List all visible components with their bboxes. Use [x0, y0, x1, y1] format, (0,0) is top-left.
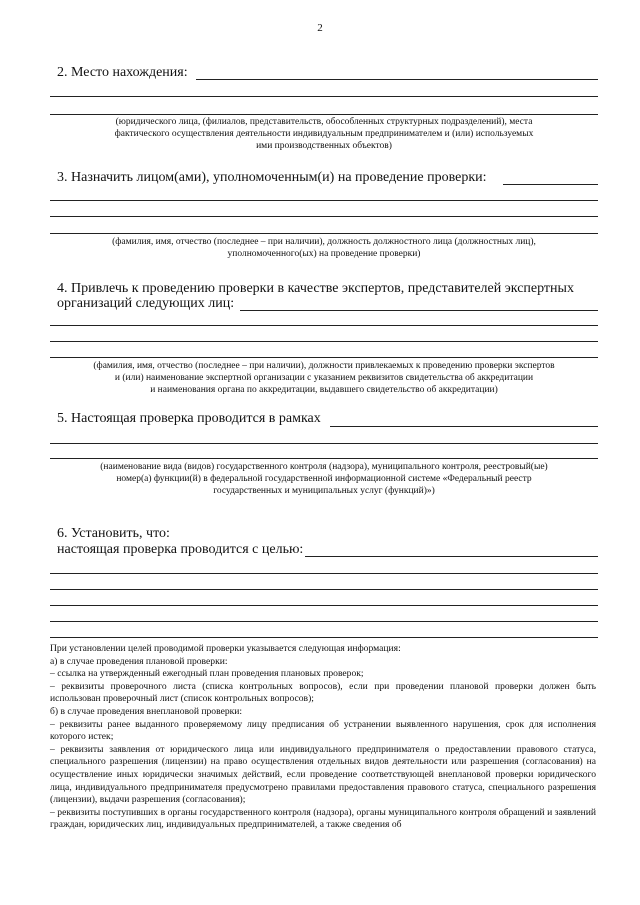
fill-line: [50, 621, 598, 622]
page-number: 2: [317, 22, 323, 34]
caption-line: и наименования органа по аккредитации, выдавшего свидетельство об аккредитации): [150, 385, 498, 395]
fill-line: [240, 310, 598, 311]
caption-line: фактического осуществления деятельности индивидуальным предпринимателем и (или) используемых: [114, 129, 534, 139]
fill-line: [50, 458, 598, 459]
fill-line: [330, 426, 598, 427]
fill-line: [50, 114, 598, 115]
caption-line: и (или) наименование экспертной организации с указанием реквизитов свидетельства об аккредитации: [114, 373, 534, 383]
note-line: б) в случае проведения внеплановой проверки:: [50, 705, 243, 717]
section-6-heading-line2: настоящая проверка проводится с целью:: [57, 542, 304, 557]
caption-line: уполномоченного(ых) на проведение проверки): [227, 249, 421, 259]
caption-line: государственных и муниципальных услуг (функций)»): [213, 486, 435, 496]
caption-line: (наименование вида (видов) государственного контроля (надзора), муниципального контроля, реестровый(ые): [100, 462, 548, 472]
section-6-heading-line1: 6. Установить, что:: [57, 526, 170, 541]
section-5-heading: 5. Настоящая проверка проводится в рамках: [57, 411, 321, 426]
section-4-heading-line2: организаций следующих лиц:: [57, 296, 235, 311]
caption-line: (юридического лица, (филиалов, представительств, обособленных структурных подразделений), места: [115, 117, 533, 127]
fill-line: [50, 589, 598, 590]
note-line: – реквизиты проверочного листа (списка контрольных вопросов), если при проведении плановой проверки должен быть использован проверочный лист (список контрольных вопросов);: [50, 680, 596, 705]
fill-line: [50, 637, 598, 638]
fill-line: [50, 96, 598, 97]
note-line: – реквизиты поступивших в органы государственного контроля (надзора), органы муниципального контроля обращений и заявлений граждан, юридических лиц, индивидуальных предпринимателей, а также сведения об: [50, 806, 596, 831]
fill-line: [50, 357, 598, 358]
section-3-caption: [50, 236, 598, 260]
note-line: – реквизиты заявления от юридического лица или индивидуального предпринимателя о предоставлении правового статуса, специального разрешения (лицензии) на право осуществления отдельных видов деятельности или разрешения (согласования) на осуществление иных юридически значимых действий, если проведение соответствующей внеплановой проверки юридического лица, индивидуального предпринимателя предусмотрено правилами предоставления правового статуса, специального разрешения (лицензии), выдачи разрешения (согласования);: [50, 743, 596, 806]
fill-line: [50, 325, 598, 326]
fill-line: [196, 79, 598, 80]
fill-line: [503, 184, 598, 185]
fill-line: [50, 573, 598, 574]
note-line: а) в случае проведения плановой проверки:: [50, 655, 228, 667]
fill-line: [50, 216, 598, 217]
section-5-caption: [50, 461, 598, 497]
section-2-heading: 2. Место нахождения:: [57, 65, 188, 80]
section-4-heading-line1: 4. Привлечь к проведению проверки в качестве экспертов, представителей экспертных: [57, 281, 574, 296]
note-line: – реквизиты ранее выданного проверяемому лицу предписания об устранении выявленного нарушения, срок для исполнения которого истек;: [50, 718, 596, 743]
fill-line: [50, 233, 598, 234]
fill-line: [50, 605, 598, 606]
caption-line: номер(а) функции(й) в федеральной государственной информационной системе «Федеральный реестр: [116, 474, 532, 484]
goals-note: [50, 643, 596, 832]
note-line: – ссылка на утвержденный ежегодный план проведения плановых проверок;: [50, 668, 364, 680]
fill-line: [50, 443, 598, 444]
fill-line: [305, 556, 598, 557]
note-line: При установлении целей проводимой проверки указывается следующая информация:: [50, 643, 401, 654]
section-4-caption: [50, 360, 598, 396]
fill-line: [50, 200, 598, 201]
caption-line: (фамилия, имя, отчество (последнее – при наличии), должность должностного лица (должностных лиц),: [112, 237, 536, 247]
section-3-heading: 3. Назначить лицом(ами), уполномоченным(и) на проведение проверки:: [57, 170, 487, 185]
fill-line: [50, 341, 598, 342]
section-2-caption: [50, 116, 598, 152]
caption-line: ими производственных объектов): [256, 141, 392, 151]
caption-line: (фамилия, имя, отчество (последнее – при наличии), должности привлекаемых к проведению проверки экспертов: [93, 361, 555, 371]
